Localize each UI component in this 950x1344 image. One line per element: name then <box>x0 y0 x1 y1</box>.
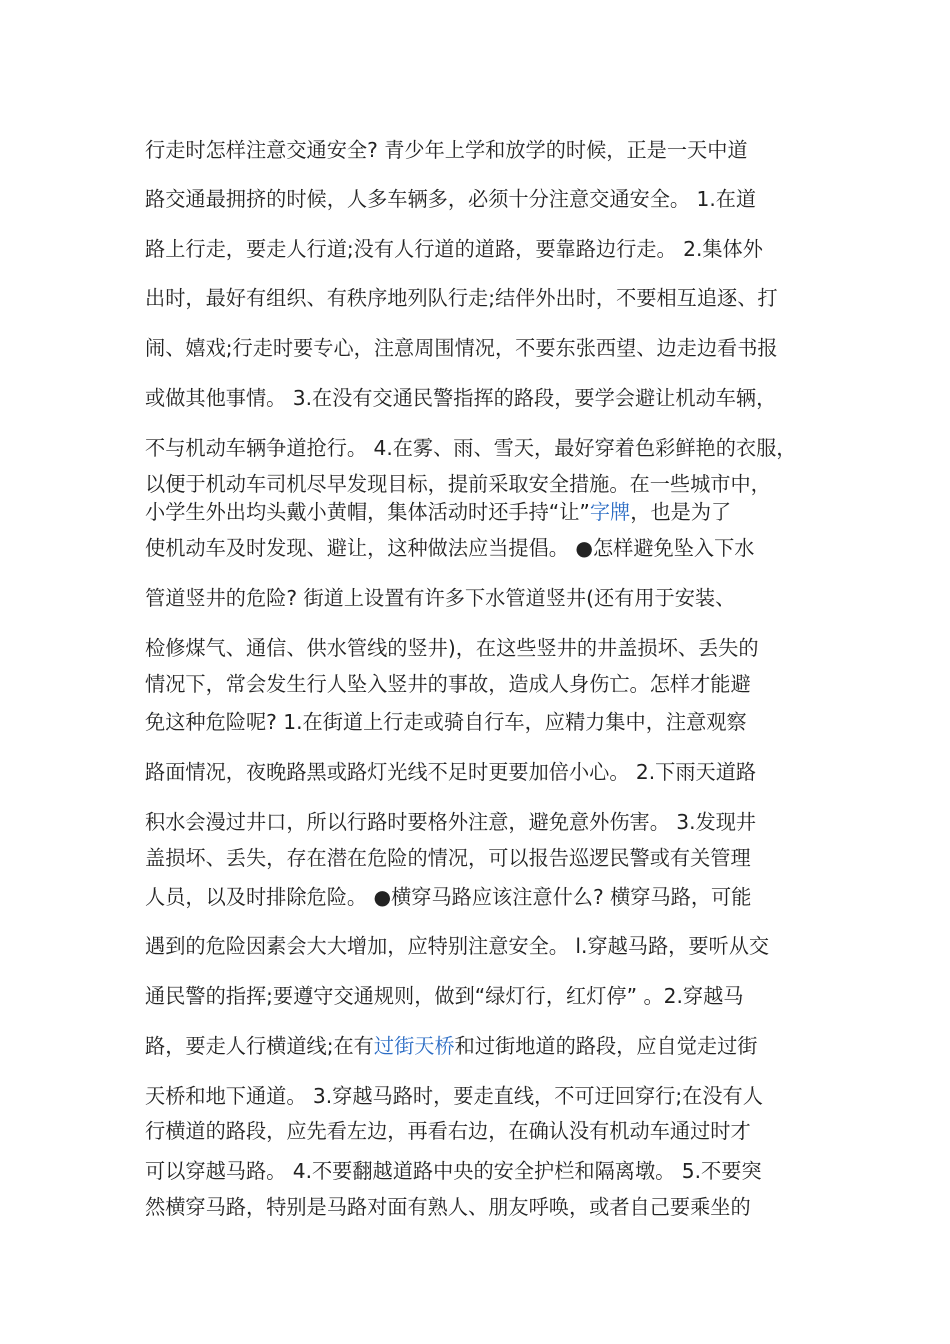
text-line <box>145 1192 815 1222</box>
text-segment: 盖损坏、丢失，存在潜在危险的情况，可以报告巡逻民警或有关管理 <box>145 846 751 870</box>
text-segment: 可以穿越马路。 4.不要翻越道路中央的安全护栏和隔离墩。 5.不要突 <box>145 1159 762 1183</box>
text-segment: 行走时怎样注意交通安全? 青少年上学和放学的时候，正是一天中道 <box>145 138 748 162</box>
text-segment: 管道竖井的危险? 街道上设置有许多下水管道竖井(还有用于安装、 <box>145 586 736 610</box>
text-line <box>145 843 815 873</box>
text-line <box>145 469 815 499</box>
text-segment: 和过街地道的路段，应自觉走过街 <box>454 1034 758 1058</box>
text-line <box>145 981 815 1011</box>
text-line <box>145 1031 815 1061</box>
text-line <box>145 633 815 663</box>
text-segment: 小学生外出均头戴小黄帽，集体活动时还手持“让” <box>145 500 590 524</box>
text-segment: 遇到的危险因素会大大增加，应特别注意安全。 l.穿越马路，要听从交 <box>145 934 770 958</box>
text-line <box>145 135 815 165</box>
text-line <box>145 497 815 527</box>
text-line <box>145 234 815 264</box>
text-line <box>145 669 815 699</box>
text-line <box>145 757 815 787</box>
text-line <box>145 283 815 313</box>
text-segment: 免这种危险呢? 1.在街道上行走或骑自行车，应精力集中，注意观察 <box>145 710 747 734</box>
text-line <box>145 931 815 961</box>
text-segment: 积水会漫过井口，所以行路时要格外注意，避免意外伤害。 3.发现井 <box>145 810 757 834</box>
text-line <box>145 1116 815 1146</box>
text-line <box>145 533 815 563</box>
inline-link[interactable]: 字牌 <box>589 500 631 524</box>
text-line <box>145 1081 815 1111</box>
text-line <box>145 583 815 613</box>
text-segment: ，也是为了 <box>630 500 732 524</box>
text-segment: 天桥和地下通道。 3.穿越马路时，要走直线，不可迂回穿行;在没有人 <box>145 1084 763 1108</box>
text-segment: 路面情况，夜晚路黑或路灯光线不足时更要加倍小心。 2.下雨天道路 <box>145 760 757 784</box>
inline-link[interactable]: 过街天桥 <box>373 1034 455 1058</box>
text-line <box>145 807 815 837</box>
text-segment: 不与机动车辆争道抢行。 4.在雾、雨、雪天，最好穿着色彩鲜艳的衣服， <box>145 436 797 460</box>
text-segment: 然横穿马路，特别是马路对面有熟人、朋友呼唤，或者自己要乘坐的 <box>145 1195 751 1219</box>
text-segment: 行横道的路段，应先看左边，再看右边，在确认没有机动车通过时才 <box>145 1119 751 1143</box>
text-line <box>145 1156 815 1186</box>
text-line <box>145 882 815 912</box>
text-line <box>145 383 815 413</box>
text-segment: 路，要走人行横道线;在有 <box>145 1034 374 1058</box>
text-segment: 情况下，常会发生行人坠入竖井的事故，造成人身伤亡。怎样才能避 <box>145 672 751 696</box>
text-line <box>145 333 815 363</box>
text-segment: 路上行走，要走人行道;没有人行道的道路，要靠路边行走。 2.集体外 <box>145 237 763 261</box>
text-segment: 路交通最拥挤的时候，人多车辆多，必须十分注意交通安全。 1.在道 <box>145 187 757 211</box>
text-segment: 或做其他事情。 3.在没有交通民警指挥的路段，要学会避让机动车辆， <box>145 386 777 410</box>
text-line <box>145 433 815 463</box>
text-segment: 检修煤气、通信、供水管线的竖井)，在这些竖井的井盖损坏、丢失的 <box>145 636 759 660</box>
text-segment: 以便于机动车司机尽早发现目标，提前采取安全措施。在一些城市中， <box>145 472 771 496</box>
text-segment: 使机动车及时发现、避让，这种做法应当提倡。 ●怎样避免坠入下水 <box>145 536 755 560</box>
text-segment: 闹、嬉戏;行走时要专心，注意周围情况，不要东张西望、边走边看书报 <box>145 336 778 360</box>
text-segment: 通民警的指挥;要遵守交通规则，做到“绿灯行，红灯停” 。2.穿越马 <box>145 984 744 1008</box>
text-line <box>145 707 815 737</box>
text-segment: 人员，以及时排除危险。 ●横穿马路应该注意什么? 横穿马路，可能 <box>145 885 752 909</box>
text-segment: 出时，最好有组织、有秩序地列队行走;结伴外出时，不要相互追逐、打 <box>145 286 778 310</box>
text-line <box>145 184 815 214</box>
